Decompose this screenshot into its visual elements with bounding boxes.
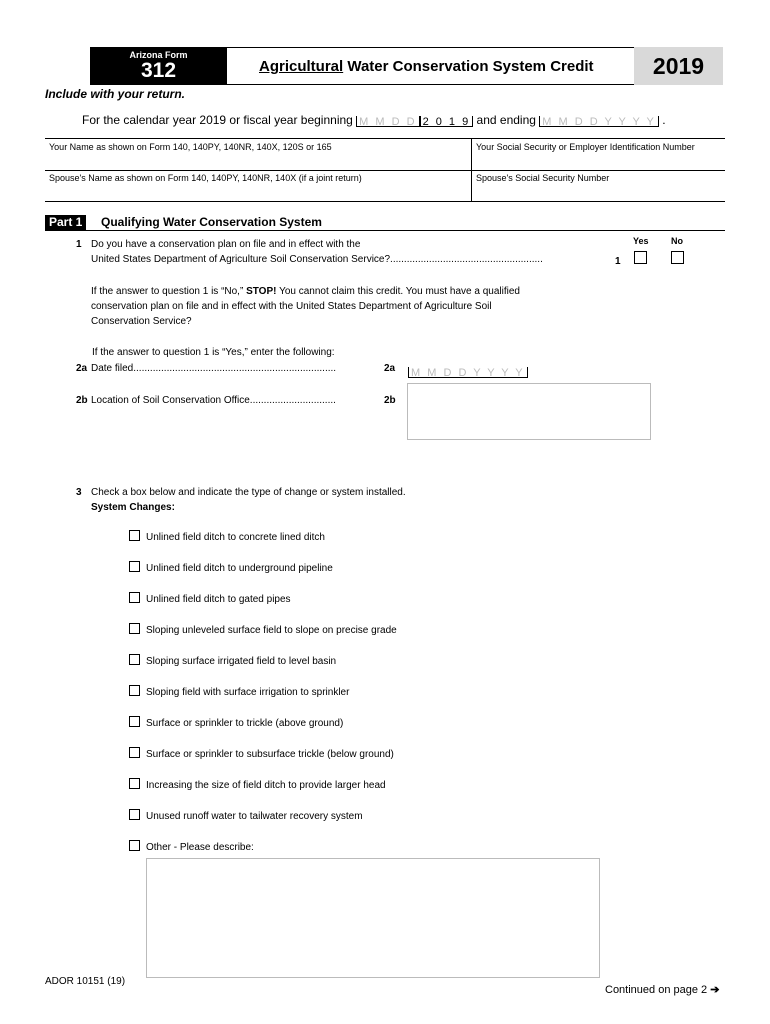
divider bbox=[45, 230, 725, 231]
begin-year-field[interactable]: 2 0 1 9 bbox=[420, 116, 474, 127]
form-title-underlined: Agricultural bbox=[259, 58, 344, 75]
option-checkbox[interactable] bbox=[129, 592, 140, 603]
form-title bbox=[259, 58, 594, 75]
stop-word: STOP! bbox=[246, 286, 277, 297]
q2b-ref: 2b bbox=[384, 395, 396, 406]
tax-year: 2019 bbox=[634, 47, 723, 85]
option-checkbox[interactable] bbox=[129, 654, 140, 665]
option-label: Sloping field with surface irrigation to sprinkler bbox=[146, 687, 350, 698]
q3-text: Check a box below and indicate the type of change or system installed. bbox=[91, 487, 406, 498]
q1-line2: United States Department of Agriculture Soil Conservation Service?....................................................... bbox=[91, 254, 543, 265]
stop-line1 bbox=[91, 284, 520, 299]
spouse-ssn-input[interactable] bbox=[473, 184, 723, 200]
option-label: Increasing the size of field ditch to provide larger head bbox=[146, 780, 386, 791]
q2b-location-input[interactable] bbox=[407, 383, 651, 440]
divider bbox=[45, 138, 725, 139]
option-checkbox[interactable] bbox=[129, 778, 140, 789]
period-line bbox=[82, 113, 666, 127]
name-input[interactable] bbox=[46, 153, 470, 169]
q2a-label: Date filed......................................................................... bbox=[91, 363, 337, 374]
q2a-number: 2a bbox=[76, 363, 88, 374]
period-suffix: . bbox=[662, 113, 666, 127]
arrow-right-icon: ➔ bbox=[710, 984, 720, 996]
q3-subheading: System Changes: bbox=[91, 502, 175, 513]
q2a-ref: 2a bbox=[384, 363, 396, 374]
option-checkbox[interactable] bbox=[129, 561, 140, 572]
option-checkbox[interactable] bbox=[129, 840, 140, 851]
end-date-field[interactable]: M M D D Y Y Y Y bbox=[539, 116, 659, 127]
form-number: 312 bbox=[140, 59, 177, 82]
option-label: Unlined field ditch to gated pipes bbox=[146, 594, 291, 605]
part-1-tag: Part 1 bbox=[45, 215, 86, 230]
name-field-label: Your Name as shown on Form 140, 140PY, 140NR, 140X, 120S or 165 bbox=[49, 142, 332, 152]
option-label: Sloping surface irrigated field to level basin bbox=[146, 656, 337, 667]
stop-prefix: If the answer to question 1 is “No,” bbox=[91, 286, 247, 297]
ssn-field-label: Your Social Security or Employer Identification Number bbox=[476, 142, 695, 152]
form-title-rest: Water Conservation System Credit bbox=[343, 58, 594, 75]
form-number-box bbox=[90, 47, 227, 85]
option-checkbox[interactable] bbox=[129, 716, 140, 727]
q1-yes-checkbox[interactable] bbox=[634, 251, 647, 264]
stop-line3: Conservation Service? bbox=[91, 316, 192, 327]
option-checkbox[interactable] bbox=[129, 623, 140, 634]
q2a-date-placeholder: M M D D Y Y Y Y bbox=[408, 367, 528, 378]
q1-no-checkbox[interactable] bbox=[671, 251, 684, 264]
q2a-date-field[interactable] bbox=[408, 362, 528, 380]
yes-label: Yes bbox=[633, 236, 649, 246]
option-label: Sloping unleveled surface field to slope on precise grade bbox=[146, 625, 397, 636]
option-checkbox[interactable] bbox=[129, 747, 140, 758]
q2b-number: 2b bbox=[76, 395, 88, 406]
stop-line2: conservation plan on file and in effect with the United States Department of Agriculture Soil bbox=[91, 301, 492, 312]
period-prefix: For the calendar year 2019 or fiscal year beginning bbox=[82, 113, 353, 127]
option-checkbox[interactable] bbox=[129, 809, 140, 820]
option-label: Other - Please describe: bbox=[146, 842, 254, 853]
divider bbox=[45, 201, 725, 202]
option-label: Surface or sprinkler to subsurface trickle (below ground) bbox=[146, 749, 394, 760]
option-checkbox[interactable] bbox=[129, 530, 140, 541]
spouse-name-label: Spouse's Name as shown on Form 140, 140PY, 140NR, 140X (if a joint return) bbox=[49, 173, 362, 183]
stop-suffix: You cannot claim this credit. You must have a qualified bbox=[276, 286, 520, 297]
continued-note bbox=[605, 983, 719, 996]
other-description-input[interactable] bbox=[146, 858, 600, 978]
option-label: Unlined field ditch to underground pipeline bbox=[146, 563, 333, 574]
option-label: Surface or sprinkler to trickle (above ground) bbox=[146, 718, 344, 729]
option-label: Unused runoff water to tailwater recovery system bbox=[146, 811, 363, 822]
form-label: Arizona Form bbox=[129, 50, 188, 60]
continued-text: Continued on page 2 bbox=[605, 984, 708, 996]
ssn-input[interactable] bbox=[473, 153, 723, 169]
include-note: Include with your return. bbox=[45, 87, 186, 101]
period-middle: and ending bbox=[476, 113, 536, 127]
part-1-title: Qualifying Water Conservation System bbox=[101, 215, 322, 229]
spouse-name-input[interactable] bbox=[46, 184, 470, 200]
divider bbox=[45, 170, 725, 171]
q1-number: 1 bbox=[76, 239, 82, 250]
divider bbox=[471, 138, 472, 201]
q2b-label: Location of Soil Conservation Office............................... bbox=[91, 395, 336, 406]
begin-date-field[interactable]: M M D D bbox=[356, 116, 419, 127]
form-title-box bbox=[227, 47, 634, 85]
option-checkbox[interactable] bbox=[129, 685, 140, 696]
q1-ref: 1 bbox=[615, 256, 621, 267]
form-code: ADOR 10151 (19) bbox=[45, 976, 126, 987]
no-label: No bbox=[671, 236, 683, 246]
yes-intro: If the answer to question 1 is “Yes,” enter the following: bbox=[92, 347, 335, 358]
q3-number: 3 bbox=[76, 487, 82, 498]
q1-line1: Do you have a conservation plan on file and in effect with the bbox=[91, 239, 361, 250]
option-label: Unlined field ditch to concrete lined ditch bbox=[146, 532, 325, 543]
spouse-ssn-label: Spouse's Social Security Number bbox=[476, 173, 610, 183]
